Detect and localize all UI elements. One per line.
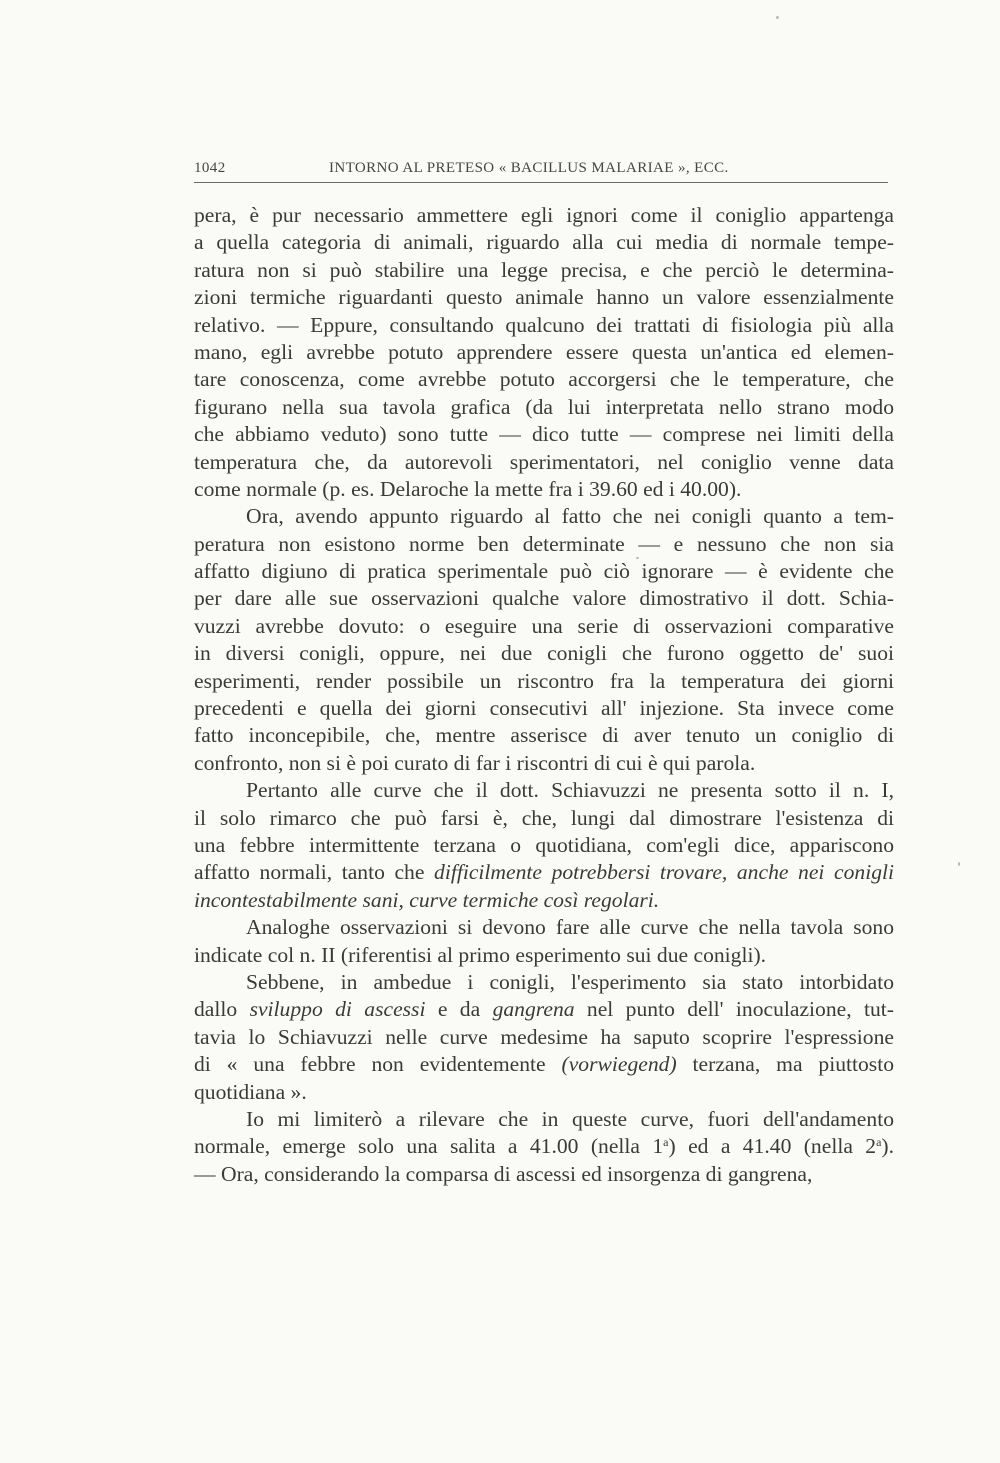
text-run: esperimenti, render possibile un riscontro fra la temperatura dei giorni: [194, 668, 894, 693]
text-line: [194, 859, 894, 886]
text-line: [194, 257, 894, 284]
text-line: [194, 969, 894, 996]
text-line: [194, 832, 894, 859]
text-run: ) ed a 41.40 (nella 2: [668, 1134, 877, 1159]
text-line: [194, 640, 894, 667]
text-run: confronto, non si è poi curato di far i riscontri di cui è qui parola.: [194, 750, 756, 775]
superscript: a: [663, 1135, 669, 1150]
italic-run: difficilmente potrebbersi trovare, anche nei conigli: [434, 860, 894, 885]
text-line: [194, 449, 894, 476]
text-run: affatto normali, tanto che: [194, 860, 435, 885]
text-line: [194, 942, 894, 969]
text-run: per dare alle sue osservazioni qualche valore dimostrativo il dott. Schia-: [194, 586, 894, 611]
text-run: Sebbene, in ambedue i conigli, l'esperimento sia stato intorbidato: [246, 970, 894, 994]
scan-speck: [958, 862, 960, 866]
text-line: [194, 202, 894, 229]
text-run: figurano nella sua tavola grafica (da lui interpretata nello strano modo: [194, 394, 894, 419]
paragraph: [194, 914, 894, 969]
text-line: [194, 366, 894, 393]
paragraph: [194, 503, 894, 777]
header-rule: [194, 182, 888, 183]
text-run: ).: [881, 1134, 894, 1159]
text-line: [194, 750, 894, 777]
text-line: [194, 1161, 894, 1188]
text-run: fatto inconcepibile, che, mentre asserisce di aver tenuto un coniglio di: [194, 723, 894, 748]
text-line: [194, 229, 894, 256]
text-line: [194, 339, 894, 366]
text-run: zioni termiche riguardanti questo animale hanno un valore essenzialmente: [194, 285, 894, 310]
text-run: ratura non si può stabilire una legge precisa, e che perciò le determina-: [194, 257, 894, 282]
text-run: temperatura che, da autorevoli sperimentatori, nel coniglio venne data: [194, 449, 894, 474]
text-line: [194, 887, 894, 914]
text-run: vuzzi avrebbe dovuto: o eseguire una serie di osservazioni comparative: [194, 613, 894, 638]
text-run: a quella categoria di animali, riguardo alla cui media di normale tempe-: [194, 230, 894, 255]
text-run: peratura non esistono norme ben determinate — e nessuno che non sia: [194, 531, 894, 556]
text-run: dallo: [194, 997, 250, 1022]
text-line: [194, 1051, 894, 1078]
text-run: nel punto dell' inoculazione, tut-: [574, 997, 894, 1022]
italic-run: gangrena: [492, 997, 575, 1022]
page-number: 1042: [194, 160, 226, 176]
scan-speck: [636, 557, 639, 559]
text-line: [194, 996, 894, 1023]
text-run: terzana, ma piuttosto: [676, 1052, 894, 1077]
text-line: [194, 585, 894, 612]
superscript: a: [876, 1135, 882, 1150]
text-line: [194, 476, 894, 503]
text-line: [194, 1106, 894, 1133]
text-line: [194, 1133, 894, 1160]
italic-run: sviluppo di ascessi: [249, 997, 426, 1022]
text-run: Analoghe osservazioni si devono fare alle curve che nella tavola sono: [246, 915, 894, 940]
text-run: Io mi limiterò a rilevare che in queste curve, fuori dell'andamento: [246, 1106, 894, 1131]
text-line: [194, 558, 894, 585]
text-run: Ora, avendo appunto riguardo al fatto che nei conigli quanto a tem-: [246, 504, 894, 529]
text-run: normale, emerge solo una salita a 41.00 (nella 1: [194, 1134, 664, 1159]
text-run: precedenti e quella dei giorni consecutivi all' injezione. Sta invece come: [194, 696, 894, 721]
text-line: [194, 284, 894, 311]
scan-speck: [776, 16, 779, 19]
text-run: che abbiamo veduto) sono tutte — dico tutte — comprese nei limiti della: [194, 422, 894, 447]
text-line: [194, 613, 894, 640]
body-text: [194, 202, 894, 1188]
text-run: pera, è pur necessario ammettere egli ignori come il coniglio appartenga: [194, 203, 894, 227]
text-line: [194, 394, 894, 421]
text-run: affatto digiuno di pratica sperimentale può ciò ignorare — è evidente che: [194, 559, 894, 584]
text-line: [194, 312, 894, 339]
text-line: [194, 668, 894, 695]
paragraph: [194, 777, 894, 914]
text-run: — Ora, considerando la comparsa di ascessi ed insorgenza di gangrena,: [194, 1161, 813, 1186]
text-run: di « una febbre non evidentemente: [194, 1052, 562, 1077]
running-title: INTORNO AL PRETESO « BACILLUS MALARIAE », ECC.: [329, 160, 729, 176]
paragraph: [194, 1106, 894, 1188]
text-run: tare conoscenza, come avrebbe potuto accorgersi che le temperature, che: [194, 367, 894, 392]
text-run: e da: [425, 997, 493, 1022]
text-line: [194, 421, 894, 448]
running-head: [194, 160, 888, 184]
text-run: il solo rimarco che può farsi è, che, lungi dal dimostrare l'esistenza di: [194, 805, 894, 830]
text-line: [194, 503, 894, 530]
text-line: [194, 1024, 894, 1051]
text-run: relativo. — Eppure, consultando qualcuno dei trattati di fisiologia più alla: [194, 312, 894, 337]
text-run: come normale (p. es. Delaroche la mette fra i 39.60 ed i 40.00).: [194, 476, 742, 501]
paragraph: [194, 202, 894, 503]
text-run: quotidiana ».: [194, 1079, 307, 1104]
text-run: indicate col n. II (riferentisi al primo esperimento sui due conigli).: [194, 942, 767, 967]
text-run: mano, egli avrebbe potuto apprendere essere questa un'antica ed elemen-: [194, 339, 894, 364]
text-run: in diversi conigli, oppure, nei due conigli che furono oggetto de' suoi: [194, 641, 894, 666]
italic-run: (vorwiegend): [561, 1052, 677, 1077]
text-run: una febbre intermittente terzana o quotidiana, com'egli dice, appariscono: [194, 833, 894, 858]
text-line: [194, 531, 894, 558]
italic-run: incontestabilmente sani, curve termiche così regolari.: [194, 887, 660, 912]
text-line: [194, 695, 894, 722]
text-run: Pertanto alle curve che il dott. Schiavuzzi ne presenta sotto il n. I,: [246, 778, 894, 803]
text-line: [194, 805, 894, 832]
text-line: [194, 722, 894, 749]
text-line: [194, 914, 894, 941]
text-line: [194, 777, 894, 804]
paragraph: [194, 969, 894, 1106]
text-line: [194, 1079, 894, 1106]
text-run: tavia lo Schiavuzzi nelle curve medesime ha saputo scoprire l'espressione: [194, 1024, 894, 1049]
